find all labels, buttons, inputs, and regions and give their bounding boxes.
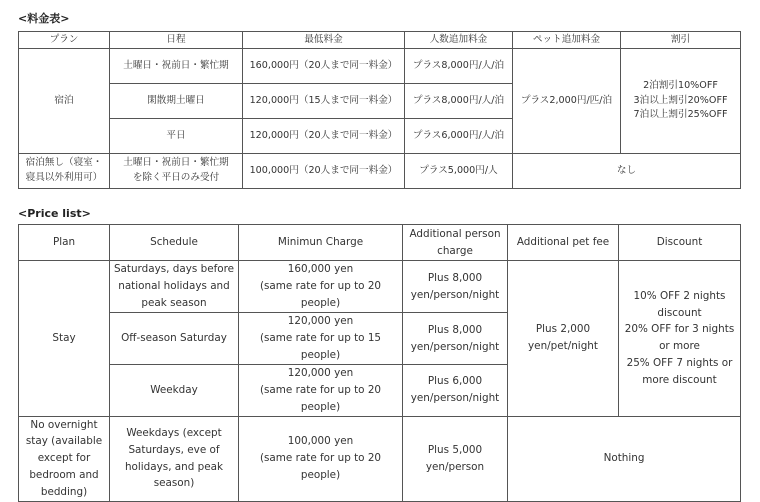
additional-person-cell: Plus 8,000 yen/person/night bbox=[403, 261, 508, 313]
schedule-cell: 閑散期土曜日 bbox=[110, 84, 243, 119]
plan-nostay-cell bbox=[19, 154, 110, 189]
discount-cell bbox=[621, 49, 741, 154]
en-price-table bbox=[18, 224, 741, 502]
plan-stay-cell: Stay bbox=[19, 261, 110, 417]
schedule-cell: Saturdays, days before national holidays and peak season bbox=[110, 261, 239, 313]
table-row bbox=[19, 49, 741, 84]
table-row bbox=[19, 416, 741, 501]
charge-cell: 120,000円（20人まで同一料金） bbox=[243, 119, 405, 154]
header-discount: 割引 bbox=[621, 32, 741, 49]
discount-line: 7泊以上割引25%OFF bbox=[633, 109, 728, 121]
additional-person-cell: プラス6,000円/人/泊 bbox=[405, 119, 513, 154]
schedule-cell: 平日 bbox=[110, 119, 243, 154]
header-additional-person: 人数追加料金 bbox=[405, 32, 513, 49]
header-minimum-charge: 最低料金 bbox=[243, 32, 405, 49]
plan-line: 寝具以外利用可） bbox=[25, 172, 103, 183]
jp-price-table bbox=[18, 31, 741, 189]
en-price-list-title: <Price list> bbox=[18, 207, 91, 220]
charge-note: (same rate for up to 15 people) bbox=[259, 332, 382, 361]
discount-cell: Nothing bbox=[508, 416, 741, 501]
header-additional-person: Additional person charge bbox=[403, 225, 508, 261]
charge-cell: 120,000円（15人まで同一料金） bbox=[243, 84, 405, 119]
jp-price-table-title: <料金表> bbox=[18, 12, 70, 25]
additional-person-cell: プラス8,000円/人/泊 bbox=[405, 49, 513, 84]
charge-cell bbox=[239, 261, 403, 313]
plan-nostay-cell: No overnight stay (available except for bedroom and bedding) bbox=[19, 416, 110, 501]
pet-fee-cell: Plus 2,000 yen/pet/night bbox=[508, 261, 619, 417]
charge-note: (same rate for up to 20 people) bbox=[259, 280, 382, 309]
table-row bbox=[19, 154, 741, 189]
header-plan: Plan bbox=[19, 225, 110, 261]
discount-line: 25% OFF 7 nights or more discount bbox=[626, 357, 733, 386]
additional-person-cell: Plus 8,000 yen/person/night bbox=[403, 313, 508, 365]
discount-line: 2泊割引10%OFF bbox=[643, 79, 718, 91]
charge-cell: 100,000円（20人まで同一料金） bbox=[243, 154, 405, 189]
table-row bbox=[19, 261, 741, 313]
discount-cell: なし bbox=[513, 154, 741, 189]
header-pet-fee: Additional pet fee bbox=[508, 225, 619, 261]
table-header-row bbox=[19, 225, 741, 261]
header-schedule: 日程 bbox=[110, 32, 243, 49]
header-schedule: Schedule bbox=[110, 225, 239, 261]
table-header-row bbox=[19, 32, 741, 49]
discount-cell bbox=[619, 261, 741, 417]
charge-cell bbox=[239, 365, 403, 417]
charge-cell bbox=[239, 313, 403, 365]
charge-cell: 160,000円（20人まで同一料金） bbox=[243, 49, 405, 84]
additional-person-cell: プラス8,000円/人/泊 bbox=[405, 84, 513, 119]
discount-line: 3泊以上割引20%OFF bbox=[633, 94, 728, 106]
charge-note: (same rate for up to 20 people) bbox=[259, 452, 382, 482]
header-pet-fee: ペット追加料金 bbox=[513, 32, 621, 49]
schedule-cell: Weekday bbox=[110, 365, 239, 417]
charge-note: (same rate for up to 20 people) bbox=[259, 383, 382, 413]
additional-person-cell: Plus 5,000 yen/person bbox=[403, 416, 508, 501]
pet-fee-cell: プラス2,000円/匹/泊 bbox=[513, 49, 621, 154]
discount-line: 10% OFF 2 nights discount bbox=[633, 289, 726, 319]
charge-cell bbox=[239, 416, 403, 501]
header-minimum-charge: Minimun Charge bbox=[239, 225, 403, 261]
additional-person-cell: Plus 6,000 yen/person/night bbox=[403, 365, 508, 417]
schedule-cell bbox=[110, 154, 243, 189]
schedule-line: を除く平日のみ受付 bbox=[132, 172, 220, 183]
plan-stay-cell: 宿泊 bbox=[19, 49, 110, 154]
schedule-cell: 土曜日・祝前日・繁忙期 bbox=[110, 49, 243, 84]
header-plan: プラン bbox=[19, 32, 110, 49]
additional-person-cell: プラス5,000円/人 bbox=[405, 154, 513, 189]
schedule-cell: Weekdays (except Saturdays, eve of holidays, and peak season) bbox=[110, 416, 239, 501]
charge-amount: 120,000 yen bbox=[287, 367, 354, 379]
schedule-line: 土曜日・祝前日・繁忙期 bbox=[123, 157, 229, 169]
charge-amount: 160,000 yen bbox=[287, 263, 354, 276]
discount-line: 20% OFF for 3 nights or more bbox=[624, 323, 735, 353]
plan-line: 宿泊無し（寝室・ bbox=[25, 157, 103, 169]
charge-amount: 100,000 yen bbox=[287, 435, 354, 448]
charge-amount: 120,000 yen bbox=[287, 315, 354, 328]
schedule-cell: Off-season Saturday bbox=[110, 313, 239, 365]
header-discount: Discount bbox=[619, 225, 741, 261]
